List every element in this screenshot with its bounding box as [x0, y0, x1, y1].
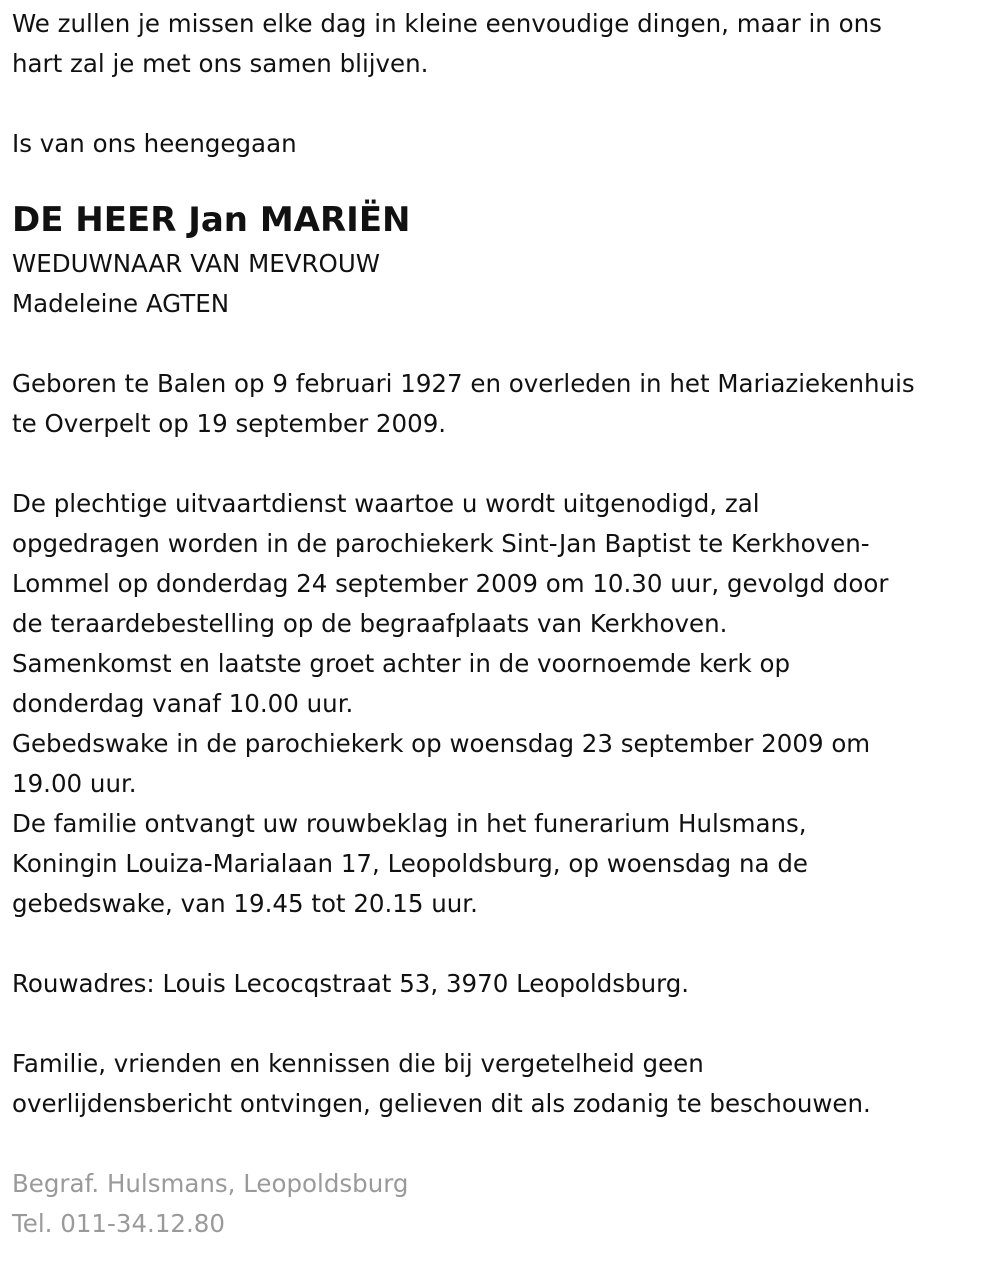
- ceremony-line: de teraardebestelling op de begraafplaats van Kerkhoven.: [12, 609, 728, 638]
- spouse-line: WEDUWNAAR VAN MEVROUW: [12, 249, 380, 278]
- closing-line: Familie, vrienden en kennissen die bij vergetelheid geen: [12, 1049, 704, 1078]
- announcement: Is van ons heengegaan: [12, 129, 297, 158]
- closing-line: overlijdensbericht ontvingen, gelieven dit als zodanig te beschouwen.: [12, 1089, 871, 1118]
- ceremony-line: Gebedswake in de parochiekerk op woensdag 23 september 2009 om: [12, 729, 871, 758]
- ceremony-line: 19.00 uur.: [12, 769, 137, 798]
- intro-line: We zullen je missen elke dag in kleine eenvoudige dingen, maar in ons: [12, 9, 882, 38]
- ceremony-line: Koningin Louiza-Marialaan 17, Leopoldsburg, op woensdag na de: [12, 849, 808, 878]
- funeral-home: Begraf. Hulsmans, Leopoldsburg: [12, 1169, 409, 1198]
- funeral-home-phone: Tel. 011-34.12.80: [12, 1209, 225, 1238]
- deceased-name: DE HEER Jan MARIËN: [12, 200, 411, 240]
- mourning-address: Rouwadres: Louis Lecocqstraat 53, 3970 Leopoldsburg.: [12, 969, 690, 998]
- ceremony-line: opgedragen worden in de parochiekerk Sint-Jan Baptist te Kerkhoven-: [12, 529, 870, 558]
- ceremony-line: Lommel op donderdag 24 september 2009 om 10.30 uur, gevolgd door: [12, 569, 889, 598]
- ceremony-line: Samenkomst en laatste groet achter in de voornoemde kerk op: [12, 649, 791, 678]
- spouse-line: Madeleine AGTEN: [12, 289, 230, 318]
- ceremony-details: [12, 484, 915, 924]
- death-notice: [12, 4, 915, 1244]
- ceremony-line: De familie ontvangt uw rouwbeklag in het funerarium Hulsmans,: [12, 809, 807, 838]
- intro-line: hart zal je met ons samen blijven.: [12, 49, 429, 78]
- ceremony-line: gebedswake, van 19.45 tot 20.15 uur.: [12, 889, 478, 918]
- birth-death-line: te Overpelt op 19 september 2009.: [12, 409, 447, 438]
- intro-text: [12, 4, 915, 84]
- ceremony-line: De plechtige uitvaartdienst waartoe u wordt uitgenodigd, zal: [12, 489, 760, 518]
- birth-death-line: Geboren te Balen op 9 februari 1927 en overleden in het Mariaziekenhuis: [12, 369, 915, 398]
- ceremony-line: donderdag vanaf 10.00 uur.: [12, 689, 354, 718]
